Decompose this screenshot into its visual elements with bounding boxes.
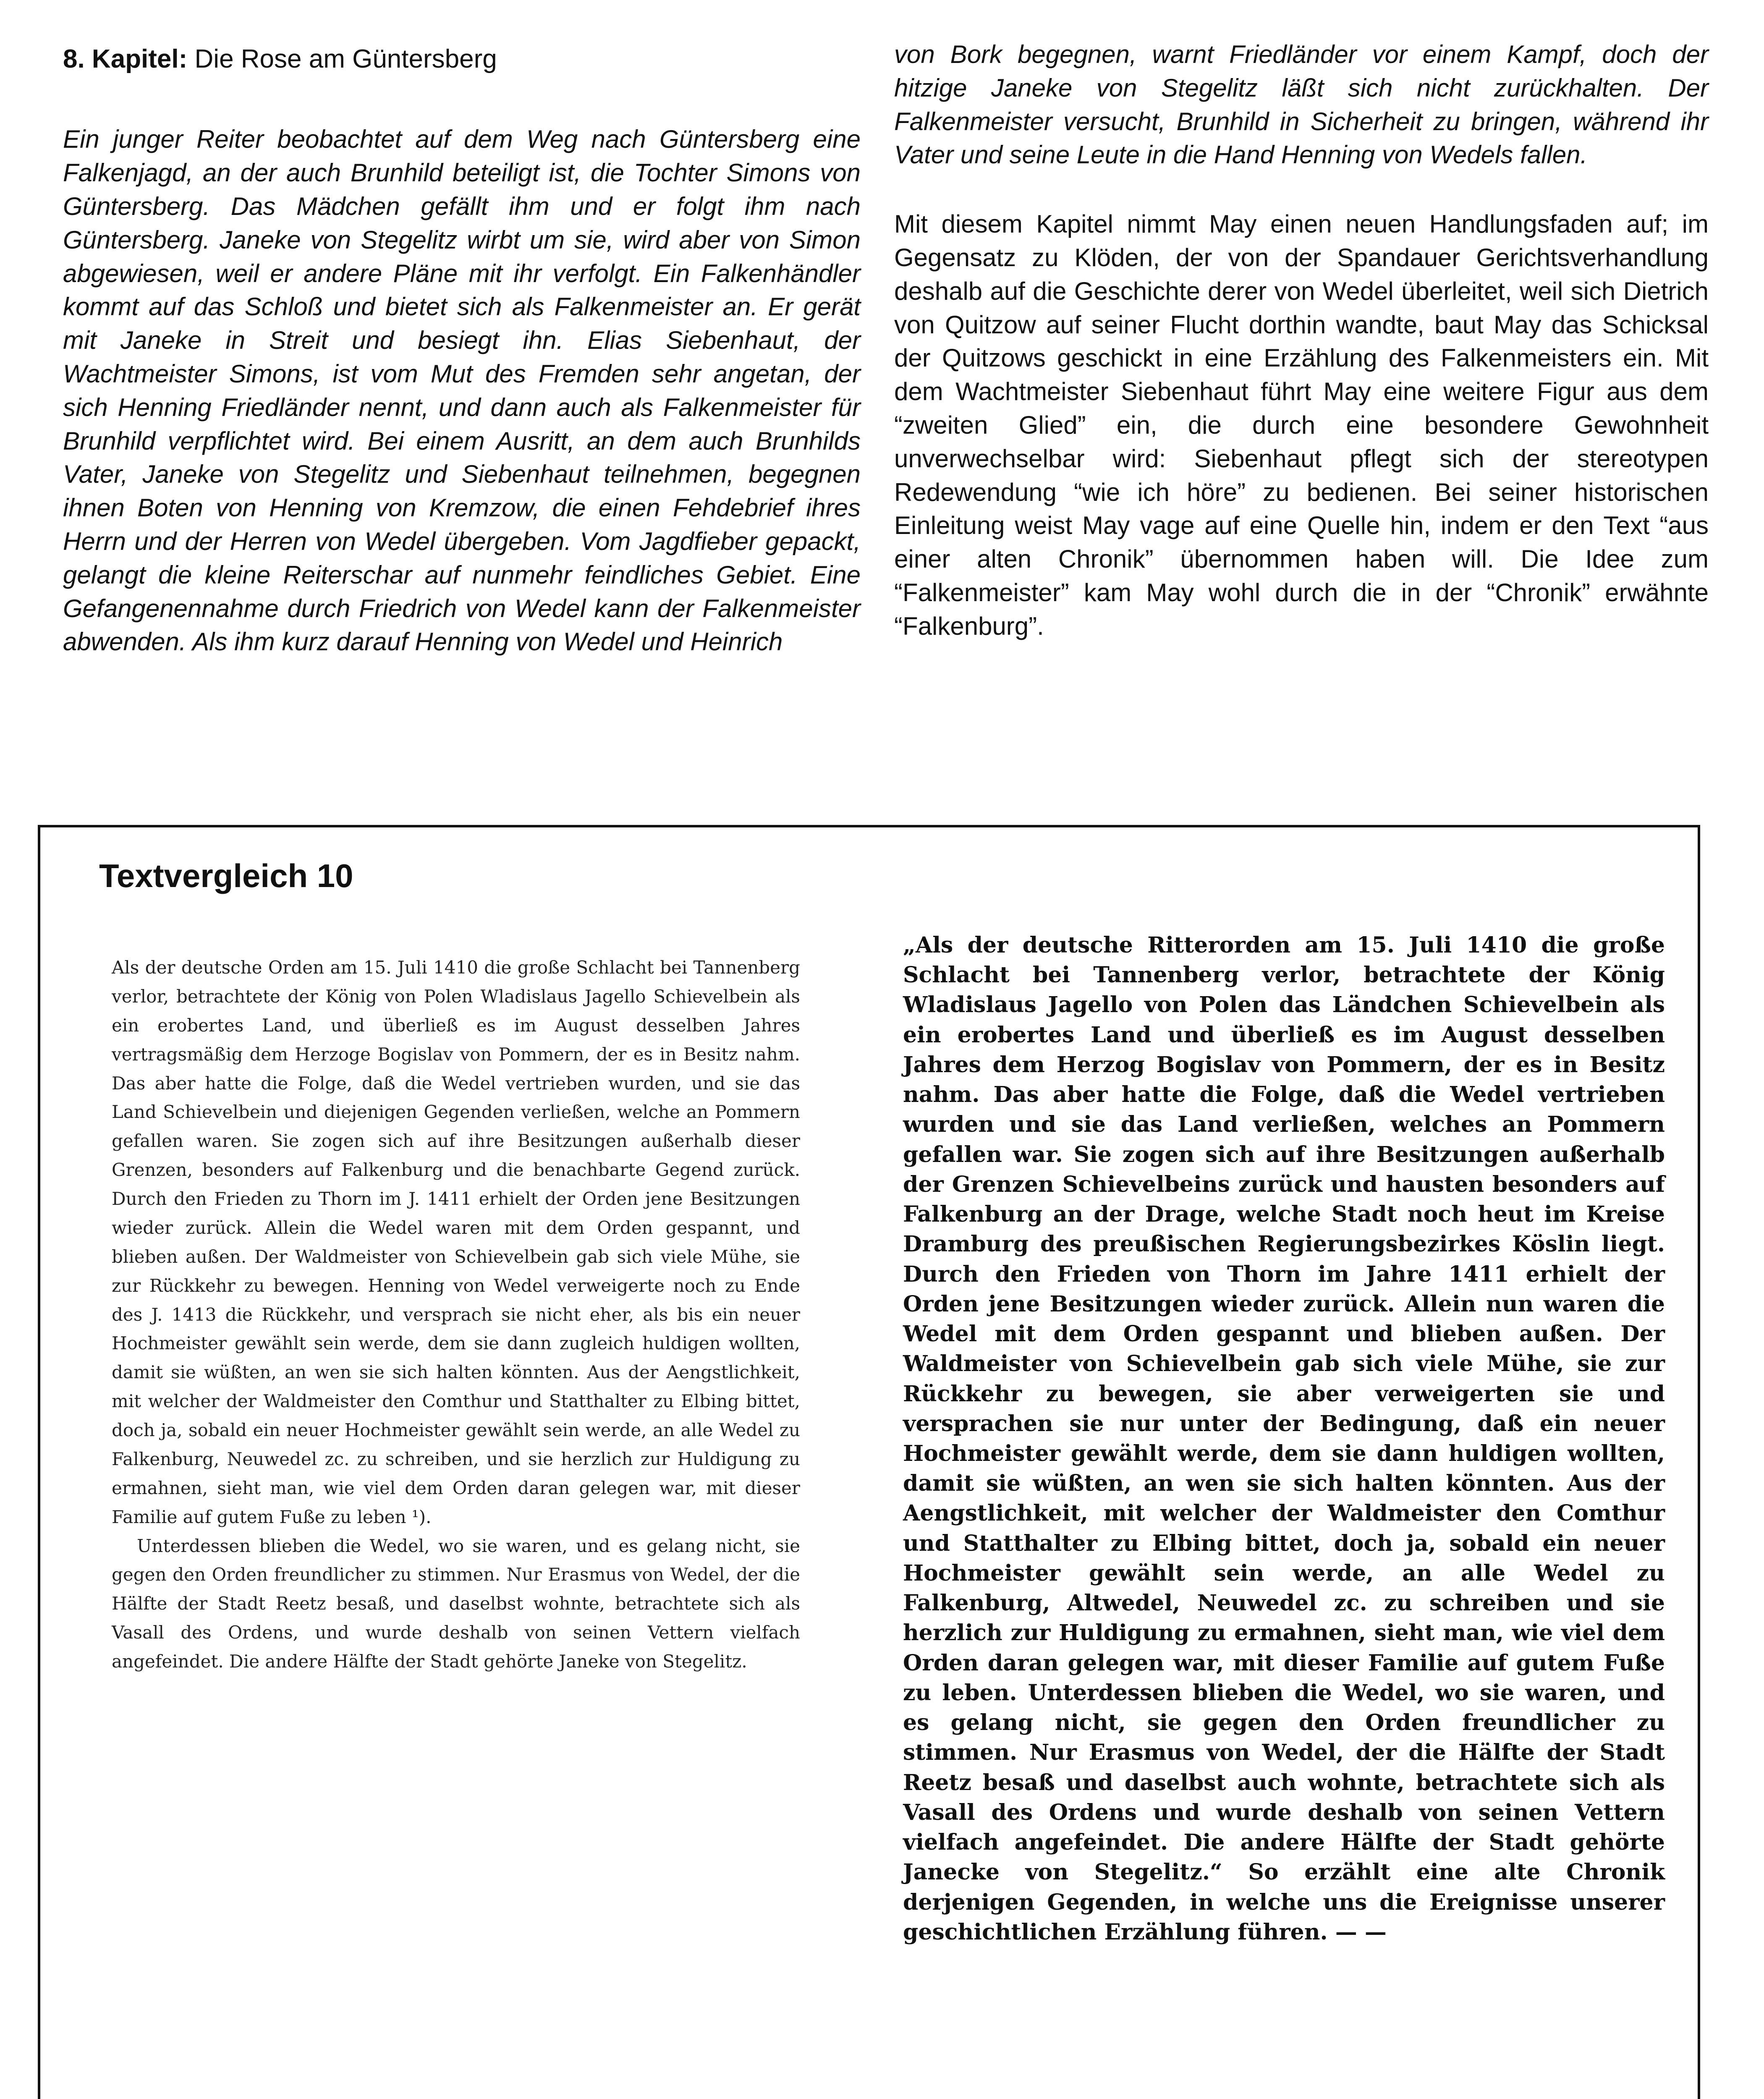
commentary-paragraph: Mit diesem Kapitel nimmt May einen neuen Handlungsfaden auf; im Gegensatz zu Klöden, der von der Spandauer Gerichtsverhandlung deshalb auf die Geschichte derer von Wedel überleitet, weil sich Dietrich von Quitzow auf seiner Flucht dorthin wandte, baut May das Schicksal der Quitzows geschickt in eine Erzählung des Falkenmeisters ein. Mit dem Wachtmeister Siebenhaut führt May eine weitere Figur aus dem “zweiten Glied” ein, die durch eine besondere Gewohnheit unverwechselbar wird: Siebenhaut pflegt sich der stereotypen Redewendung “wie ich höre” zu bedienen. Bei seiner historischen Einleitung weist May vage auf eine Quelle hin, indem er den Text “aus einer alten Chronik” übernommen haben will. Die Idee zum “Falkenmeister” kam May wohl durch die in der “Chronik” erwähnte “Falkenburg”. [894, 210, 1709, 640]
summary-continuation: von Bork begegnen, warnt Friedländer vor einem Kampf, doch der hitzige Janeke von Stegelitz läßt sich nicht zurückhalten. Der Falkenmeister versucht, Brunhild in Sicherheit zu bringen, während ihr Vater und seine Leute in die Hand Henning von Wedels fallen. [894, 40, 1709, 169]
chapter-heading [63, 42, 861, 76]
kloeden-text-column [112, 953, 800, 1676]
kloeden-paragraph-2: Unterdessen blieben die Wedel, wo sie waren, und es gelang nicht, sie gegen den Orden freundlicher zu stimmen. Nur Erasmus von Wedel, der die Hälfte der Stadt Reetz besaß, und daselbst wohnte, betrachtete sich als Vasall des Ordens, und wurde deshalb von seinen Vettern vielfach angefeindet. Die andere Hälfte der Stadt gehörte Janeke von Stegelitz. [112, 1535, 800, 1672]
kloeden-paragraph-1: Als der deutsche Orden am 15. Juli 1410 die große Schlacht bei Tannenberg verlor, betrachtete der König von Polen Wladislaus Jagello Schievelbein als ein erobertes Land, und überließ es im August desselben Jahres vertragsmäßig dem Herzoge Bogislav von Pommern, der es in Besitz nahm. Das aber hatte die Folge, daß die Wedel vertrieben wurden, und sie das Land Schievelbein und diejenigen Gegenden verließen, welche an Pommern gefallen waren. Sie zogen sich auf ihre Besitzungen außerhalb dieser Grenzen, besonders auf Falkenburg und die benachbarte Gegend zurück. Durch den Frieden zu Thorn im J. 1411 erhielt der Orden jene Besitzungen wieder zurück. Allein die Wedel waren mit dem Orden gespannt, und blieben außen. Der Waldmeister von Schievelbein gab sich viele Mühe, sie zur Rückkehr zu bewegen. Henning von Wedel verweigerte noch zu Ende des J. 1413 die Rückkehr, und versprach sie nicht eher, als bis ein neuer Hochmeister gewählt sein werde, dem sie dann zugleich huldigen wollten, damit sie wüßten, an wen sie sich halten könnten. Aus der Aengstlichkeit, mit welcher der Waldmeister den Comthur und Statthalter zu Elbing bittet, doch ja, sobald ein neuer Hochmeister gewählt sein werde, an alle Wedel zu Falkenburg, Neuwedel zc. zu schreiben, und sie herzlich zur Huldigung zu ermahnen, sieht man, wie viel dem Orden daran gelegen war, mit dieser Familie auf gutem Fuße zu leben ¹). [112, 957, 800, 1527]
may-paragraph: „Als der deutsche Ritterorden am 15. Juli 1410 die große Schlacht bei Tannenberg verlor, betrachtete der König Wladislaus Jagello von Polen das Ländchen Schievelbein als ein erobertes Land und überließ es im August desselben Jahres dem Herzog Bogislav von Pommern, der es in Besitz nahm. Das aber hatte die Folge, daß die Wedel vertrieben wurden und sie das Land verließen, welches an Pommern gefallen war. Sie zogen sich auf ihre Besitzungen außerhalb der Grenzen Schievelbeins zurück und hausten besonders auf Falkenburg an der Drage, welche Stadt noch heut im Kreise Dramburg des preußischen Regierungsbezirkes Köslin liegt. Durch den Frieden von Thorn im Jahre 1411 erhielt der Orden jene Besitzungen wieder zurück. Allein nun waren die Wedel mit dem Orden gespannt und blieben außen. Der Waldmeister von Schievelbein gab sich viele Mühe, sie zur Rückkehr zu bewegen, sie aber verweigerten sie und versprachen sie nur unter der Bedingung, daß ein neuer Hochmeister gewählt werde, dem sie dann huldigen wollten, damit sie wüßten, an wen sie sich halten könnten. Aus der Aengstlichkeit, mit welcher der Waldmeister den Comthur und Statthalter zu Elbing bittet, doch ja, sobald ein neuer Hochmeister gewählt sein werde, an alle Wedel zu Falkenburg, Altwedel, Neuwedel zc. zu schreiben und sie herzlich zur Huldigung zu ermahnen, sieht man, wie viel dem Orden daran gelegen war, mit dieser Familie auf gutem Fuße zu leben. Unterdessen blieben die Wedel, wo sie waren, und es gelang nicht, sie gegen den Orden freundlicher zu stimmen. Nur Erasmus von Wedel, der die Hälfte der Stadt Reetz besaß und daselbst auch wohnte, betrachtete sich als Vasall des Ordens und wurde deshalb von seinen Vettern vielfach angefeindet. Die andere Hälfte der Stadt gehörte Janecke von Stegelitz.“ So erzählt eine alte Chronik derjenigen Gegenden, in welche uns die Ereignisse unserer geschichtlichen Erzählung führen. — — [903, 932, 1665, 1945]
may-text-column [903, 930, 1665, 1947]
comparison-title: Textvergleich 10 [99, 857, 353, 894]
commentary-column [894, 38, 1709, 643]
text-comparison-box [38, 825, 1700, 2099]
chapter-label: 8. Kapitel: [63, 44, 188, 73]
summary-column [63, 42, 861, 659]
chapter-summary: Ein junger Reiter beobachtet auf dem Weg nach Güntersberg eine Falkenjagd, an der auch Brunhild beteiligt ist, die Tochter Simons von Güntersberg. Das Mädchen gefällt ihm und er folgt ihm nach Güntersberg. Janeke von Stegelitz wirbt um sie, wird aber von Simon abgewiesen, weil er andere Pläne mit ihr verfolgt. Ein Falkenhändler kommt auf das Schloß und bietet sich als Falkenmeister an. Er gerät mit Janeke in Streit und besiegt ihn. Elias Siebenhaut, der Wachtmeister Simons, ist vom Mut des Fremden sehr angetan, der sich Henning Friedländer nennt, und dann auch als Falkenmeister für Brunhild verpflichtet wird. Bei einem Ausritt, an dem auch Brunhilds Vater, Janeke von Stegelitz und Siebenhaut teilnehmen, begegnen ihnen Boten von Henning von Kremzow, die einen Fehdebrief ihres Herrn und der Herren von Wedel übergeben. Vom Jagdfieber gepackt, gelangt die kleine Reiterschar auf nunmehr feindliches Gebiet. Eine Gefangenennahme durch Friedrich von Wedel kann der Falkenmeister abwenden. Als ihm kurz darauf Henning von Wedel und Heinrich [63, 125, 861, 656]
chapter-title: Die Rose am Güntersberg [194, 44, 497, 73]
